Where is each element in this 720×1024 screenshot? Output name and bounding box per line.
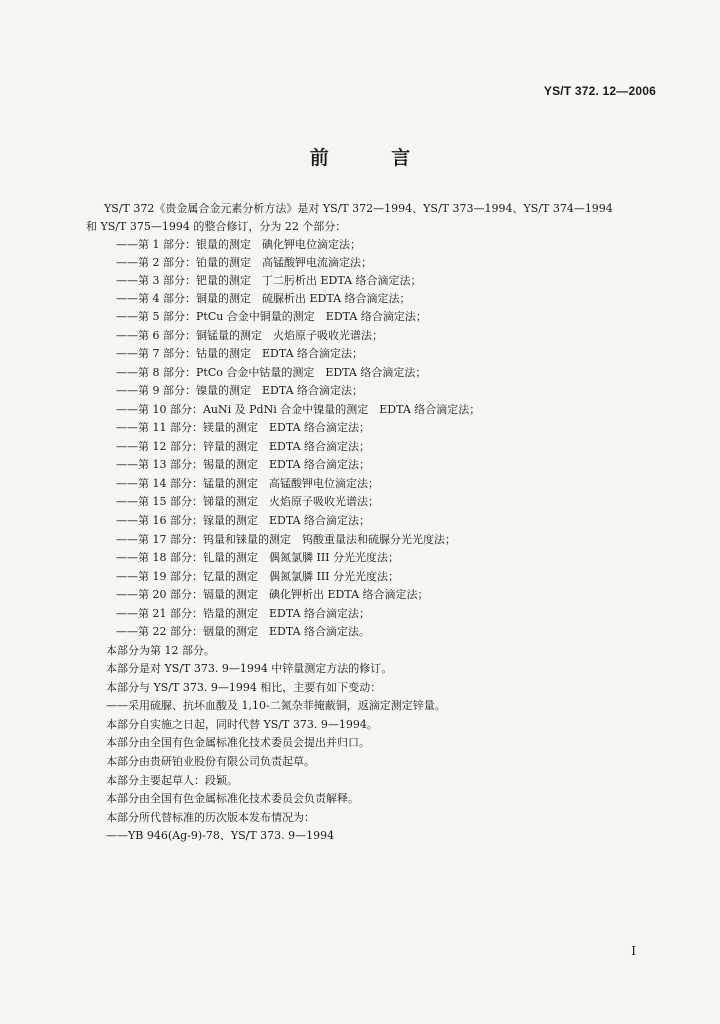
note-line: ——YB 946(Ag-9)-78、YS/T 373. 9—1994 — [106, 829, 335, 842]
list-item: ——第 5 部分：PtCu 合金中铜量的测定 EDTA 络合滴定法； — [116, 310, 427, 323]
list-item: ——第 10 部分：AuNi 及 PdNi 合金中镍量的测定 EDTA 络合滴定法； — [116, 403, 481, 416]
list-item: ——第 19 部分：钇量的测定 偶氮氯膦 III 分光光度法； — [116, 570, 400, 583]
list-item: ——第 7 部分：钴量的测定 EDTA 络合滴定法； — [116, 347, 364, 360]
intro-line-1: YS/T 372《贵金属合金元素分析方法》是对 YS/T 372—1994、YS/T 373—1994、YS/T 374—1994 — [104, 202, 613, 215]
note-line: 本部分所代替标准的历次版本发布情况为： — [106, 811, 315, 824]
list-item: ——第 8 部分：PtCo 合金中钴量的测定 EDTA 络合滴定法； — [116, 366, 427, 379]
list-item: ——第 4 部分：铜量的测定 硫脲析出 EDTA 络合滴定法； — [116, 292, 411, 305]
list-item: ——第 14 部分：锰量的测定 高锰酸钾电位滴定法； — [116, 477, 379, 490]
list-item: ——第 18 部分：钆量的测定 偶氮氯膦 III 分光光度法； — [116, 551, 400, 564]
list-item: ——第 20 部分：镉量的测定 碘化钾析出 EDTA 络合滴定法； — [116, 588, 429, 601]
list-item: ——第 21 部分：锆量的测定 EDTA 络合滴定法； — [116, 607, 371, 620]
note-line: ——采用硫脲、抗坏血酸及 1,10-二氮杂菲掩蔽铜，返滴定测定锌量。 — [106, 699, 446, 712]
list-item: ——第 2 部分：铂量的测定 高锰酸钾电流滴定法； — [116, 256, 372, 269]
note-line: 本部分由全国有色金属标准化技术委员会提出并归口。 — [106, 736, 370, 749]
list-item: ——第 12 部分：锌量的测定 EDTA 络合滴定法； — [116, 440, 371, 453]
list-item: ——第 22 部分：铟量的测定 EDTA 络合滴定法。 — [116, 625, 371, 638]
list-item: ——第 11 部分：镁量的测定 EDTA 络合滴定法； — [116, 421, 371, 434]
page-number: I — [631, 944, 636, 958]
note-line: 本部分由贵研铂业股份有限公司负责起草。 — [106, 755, 315, 768]
intro-line-2: 和 YS/T 375—1994 的整合修订，分为 22 个部分： — [86, 220, 347, 233]
note-line: 本部分为第 12 部分。 — [106, 644, 215, 657]
note-line: 本部分主要起草人：段颖。 — [106, 774, 238, 787]
list-item: ——第 17 部分：钨量和铼量的测定 钨酸重量法和硫脲分光光度法； — [116, 533, 456, 546]
list-item: ——第 16 部分：镓量的测定 EDTA 络合滴定法； — [116, 514, 371, 527]
list-item: ——第 3 部分：钯量的测定 丁二肟析出 EDTA 络合滴定法； — [116, 274, 422, 287]
note-line: 本部分由全国有色金属标准化技术委员会负责解释。 — [106, 792, 359, 805]
list-item: ——第 1 部分：银量的测定 碘化钾电位滴定法； — [116, 238, 361, 251]
note-line: 本部分自实施之日起，同时代替 YS/T 373. 9—1994。 — [106, 718, 378, 731]
note-line: 本部分与 YS/T 373. 9—1994 相比，主要有如下变动： — [106, 681, 382, 694]
note-line: 本部分是对 YS/T 373. 9—1994 中锌量测定方法的修订。 — [106, 662, 393, 675]
page-title: 前 言 — [309, 147, 439, 169]
list-item: ——第 13 部分：锡量的测定 EDTA 络合滴定法； — [116, 458, 371, 471]
list-item: ——第 9 部分：镍量的测定 EDTA 络合滴定法； — [116, 384, 364, 397]
list-item: ——第 6 部分：铜锰量的测定 火焰原子吸收光谱法； — [116, 329, 383, 342]
list-item: ——第 15 部分：锑量的测定 火焰原子吸收光谱法； — [116, 495, 379, 508]
standard-code: YS/T 372. 12—2006 — [543, 84, 656, 98]
